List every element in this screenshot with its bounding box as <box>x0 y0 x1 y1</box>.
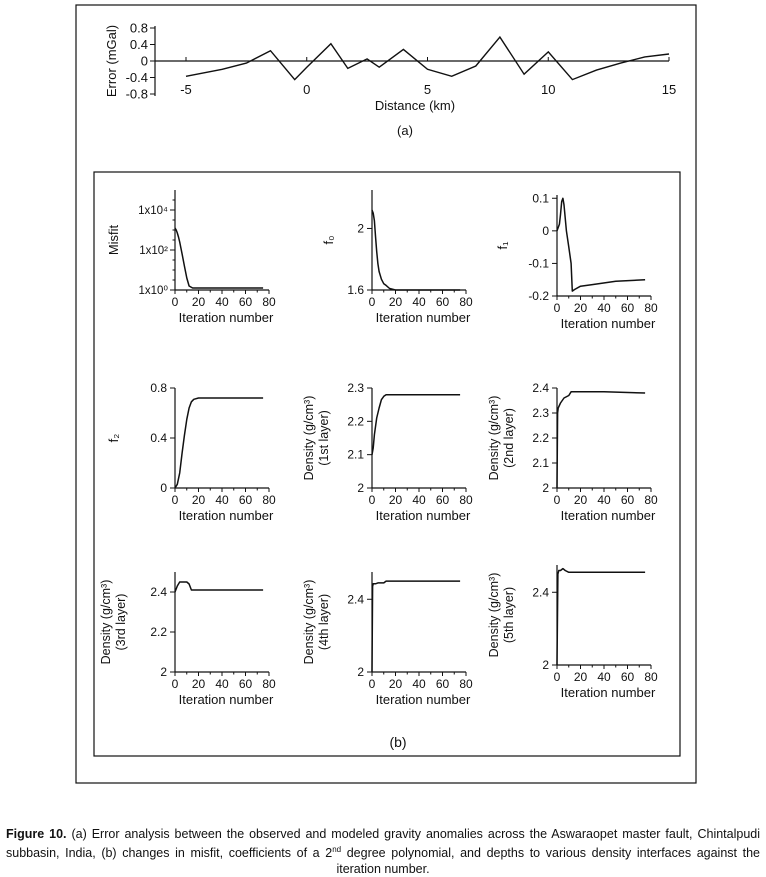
d3-xtick-label: 20 <box>191 677 206 691</box>
d1-xlabel: Iteration number <box>375 508 471 523</box>
f0-xtick-label: 40 <box>412 295 426 309</box>
d2-ytick-label: 2.3 <box>532 406 549 420</box>
d4-xtick-label: 0 <box>368 677 376 691</box>
d2-series-line <box>557 392 645 488</box>
f1-series-line <box>557 198 645 291</box>
figure-caption <box>6 826 760 877</box>
f1-ytick-label: -0.2 <box>528 289 549 303</box>
f0-xlabel: Iteration number <box>375 310 471 325</box>
d4-xtick-label: 20 <box>388 677 403 691</box>
panel-d1 <box>302 381 473 523</box>
d3-xtick-label: 80 <box>262 677 276 691</box>
d4-xtick-label: 40 <box>412 677 426 691</box>
d5-ylabel-layer: (5th layer) <box>502 586 516 644</box>
caption-text-1: (a) Error analysis between the observed and modeled gravity anomalies across the Aswaraopet master fault, Chintalpudi subbasin, India, (b) changes in misfit, coefficients of a 2 <box>6 827 761 861</box>
d3-ytick-label: 2 <box>160 665 167 679</box>
d1-series-line <box>372 395 460 455</box>
a-xtick-label: 15 <box>661 82 677 97</box>
misift-xtick-label: 80 <box>262 295 276 309</box>
f2-ylabel: f₂ <box>106 433 121 443</box>
panel-d3 <box>99 572 276 707</box>
misift-xtick-label: 20 <box>191 295 206 309</box>
d1-xtick-label: 20 <box>388 493 403 507</box>
a-xtick-label: 5 <box>423 82 432 97</box>
misift-ytick-label: 1x10⁴ <box>138 205 168 217</box>
d3-xlabel: Iteration number <box>178 692 274 707</box>
a-ytick-label: -0.8 <box>125 86 148 102</box>
inner-frame <box>94 172 680 756</box>
f2-xtick-label: 20 <box>191 493 206 507</box>
f2-xtick-label: 60 <box>238 493 253 507</box>
panel-f0 <box>321 190 473 325</box>
d2-ytick-label: 2.4 <box>532 381 549 395</box>
d2-xtick-label: 20 <box>573 493 588 507</box>
misift-xtick-label: 40 <box>215 295 229 309</box>
d3-series-line <box>175 582 263 592</box>
a-ytick-label: 0.8 <box>129 20 148 36</box>
misift-ytick-label: 1x10⁰ <box>138 285 168 297</box>
d3-ytick-label: 2.2 <box>150 625 167 639</box>
d3-ylabel: Density (g/cm³) <box>99 579 113 665</box>
panel-d2 <box>487 381 658 523</box>
d1-ytick-label: 2.3 <box>347 381 364 395</box>
caption-text-2: degree polynomial, and depths to various density interfaces against the iteration number. <box>336 846 760 877</box>
misift-xtick-label: 0 <box>171 295 179 309</box>
f1-ytick-label: 0 <box>542 223 549 238</box>
d5-xtick-label: 80 <box>644 670 658 684</box>
misift-series-line <box>175 228 263 288</box>
d4-series-line <box>372 581 460 672</box>
caption-label: Figure 10. <box>6 827 67 841</box>
a-xtick-label: 0 <box>303 82 311 97</box>
panels-b <box>99 190 658 707</box>
f1-xtick-label: 0 <box>553 301 561 315</box>
d1-ylabel: Density (g/cm³) <box>302 395 316 481</box>
d4-ytick-label: 2.4 <box>347 592 364 607</box>
d4-xtick-label: 80 <box>459 677 473 691</box>
d1-ylabel-layer: (1st layer) <box>317 410 331 466</box>
panel-b-label: (b) <box>389 734 407 750</box>
f2-series-line <box>175 398 263 488</box>
d2-ytick-label: 2 <box>542 481 549 495</box>
d5-ytick-label: 2 <box>542 658 549 672</box>
d5-xtick-label: 0 <box>553 670 561 684</box>
f0-xtick-label: 20 <box>388 295 403 309</box>
d2-ytick-label: 2.1 <box>532 456 549 470</box>
f0-xtick-label: 60 <box>435 295 450 309</box>
f1-xtick-label: 60 <box>620 301 635 315</box>
misift-ylabel: Misfit <box>106 224 121 256</box>
f1-ytick-label: -0.1 <box>528 256 549 271</box>
f2-xtick-label: 40 <box>215 493 229 507</box>
f0-ytick-label: 1.6 <box>347 283 364 297</box>
d4-ylabel: Density (g/cm³) <box>302 579 316 665</box>
a-panel-label: (a) <box>397 123 413 138</box>
panel-a <box>104 21 676 139</box>
f1-xtick-label: 20 <box>573 301 588 315</box>
d2-ytick-label: 2.2 <box>532 431 549 445</box>
d5-xtick-label: 40 <box>597 670 611 684</box>
f2-xtick-label: 80 <box>262 493 276 507</box>
d1-xtick-label: 0 <box>368 493 376 507</box>
d1-ytick-label: 2.2 <box>347 414 364 429</box>
d4-ylabel-layer: (4th layer) <box>317 593 331 651</box>
a-ytick-label: 0.4 <box>129 37 148 52</box>
d5-ytick-label: 2.4 <box>532 585 549 600</box>
d2-ylabel: Density (g/cm³) <box>487 395 501 481</box>
misift-xtick-label: 60 <box>238 295 253 309</box>
d2-xlabel: Iteration number <box>560 508 656 523</box>
d4-xtick-label: 60 <box>435 677 450 691</box>
d2-xtick-label: 80 <box>644 493 658 507</box>
d5-series-line <box>557 569 645 665</box>
d1-xtick-label: 60 <box>435 493 450 507</box>
d1-xtick-label: 80 <box>459 493 473 507</box>
misift-ytick-label: 1x10² <box>139 245 168 257</box>
f0-xtick-label: 80 <box>459 295 473 309</box>
f2-xtick-label: 0 <box>171 493 179 507</box>
d1-ytick-label: 2.1 <box>347 447 364 462</box>
f0-xtick-label: 0 <box>368 295 376 309</box>
f1-xlabel: Iteration number <box>560 316 656 331</box>
d3-xtick-label: 40 <box>215 677 229 691</box>
d2-xtick-label: 40 <box>597 493 611 507</box>
d4-xlabel: Iteration number <box>375 692 471 707</box>
f1-xtick-label: 40 <box>597 301 611 315</box>
misift-xlabel: Iteration number <box>178 310 274 325</box>
d4-ytick-label: 2 <box>357 665 364 679</box>
f2-ytick-label: 0 <box>160 481 167 495</box>
f1-ylabel: f₁ <box>495 241 510 250</box>
f0-ytick-label: 2 <box>357 221 364 236</box>
caption-superscript: nd <box>332 845 342 854</box>
f0-series-line <box>372 210 460 290</box>
f1-xtick-label: 80 <box>644 301 658 315</box>
panel-f2 <box>106 381 276 523</box>
a-ytick-label: -0.4 <box>125 70 148 85</box>
f2-ytick-label: 0.4 <box>150 431 167 445</box>
d5-ylabel: Density (g/cm³) <box>487 572 501 658</box>
f2-xlabel: Iteration number <box>178 508 274 523</box>
d5-xtick-label: 60 <box>620 670 635 684</box>
d5-xtick-label: 20 <box>573 670 588 684</box>
d3-xtick-label: 0 <box>171 677 179 691</box>
d2-ylabel-layer: (2nd layer) <box>502 408 516 468</box>
a-ylabel: Error (mGal) <box>104 24 119 98</box>
panel-d4 <box>302 572 473 707</box>
a-ytick-label: 0 <box>140 53 148 69</box>
panel-misift <box>106 190 276 325</box>
d3-xtick-label: 60 <box>238 677 253 691</box>
f2-ytick-label: 0.8 <box>150 381 167 395</box>
panel-f1 <box>495 191 658 331</box>
d5-xlabel: Iteration number <box>560 685 656 700</box>
f1-ytick-label: 0.1 <box>532 191 549 206</box>
d2-xtick-label: 0 <box>553 493 561 507</box>
d3-ytick-label: 2.4 <box>150 585 167 599</box>
a-xtick-label: -5 <box>180 82 192 97</box>
d2-xtick-label: 60 <box>620 493 635 507</box>
f0-ylabel: f₀ <box>321 235 336 245</box>
d1-xtick-label: 40 <box>412 493 426 507</box>
a-xlabel: Distance (km) <box>374 98 456 113</box>
d1-ytick-label: 2 <box>357 481 364 495</box>
a-xtick-label: 10 <box>541 82 556 97</box>
panel-d5 <box>487 565 658 700</box>
d3-ylabel-layer: (3rd layer) <box>114 593 128 651</box>
